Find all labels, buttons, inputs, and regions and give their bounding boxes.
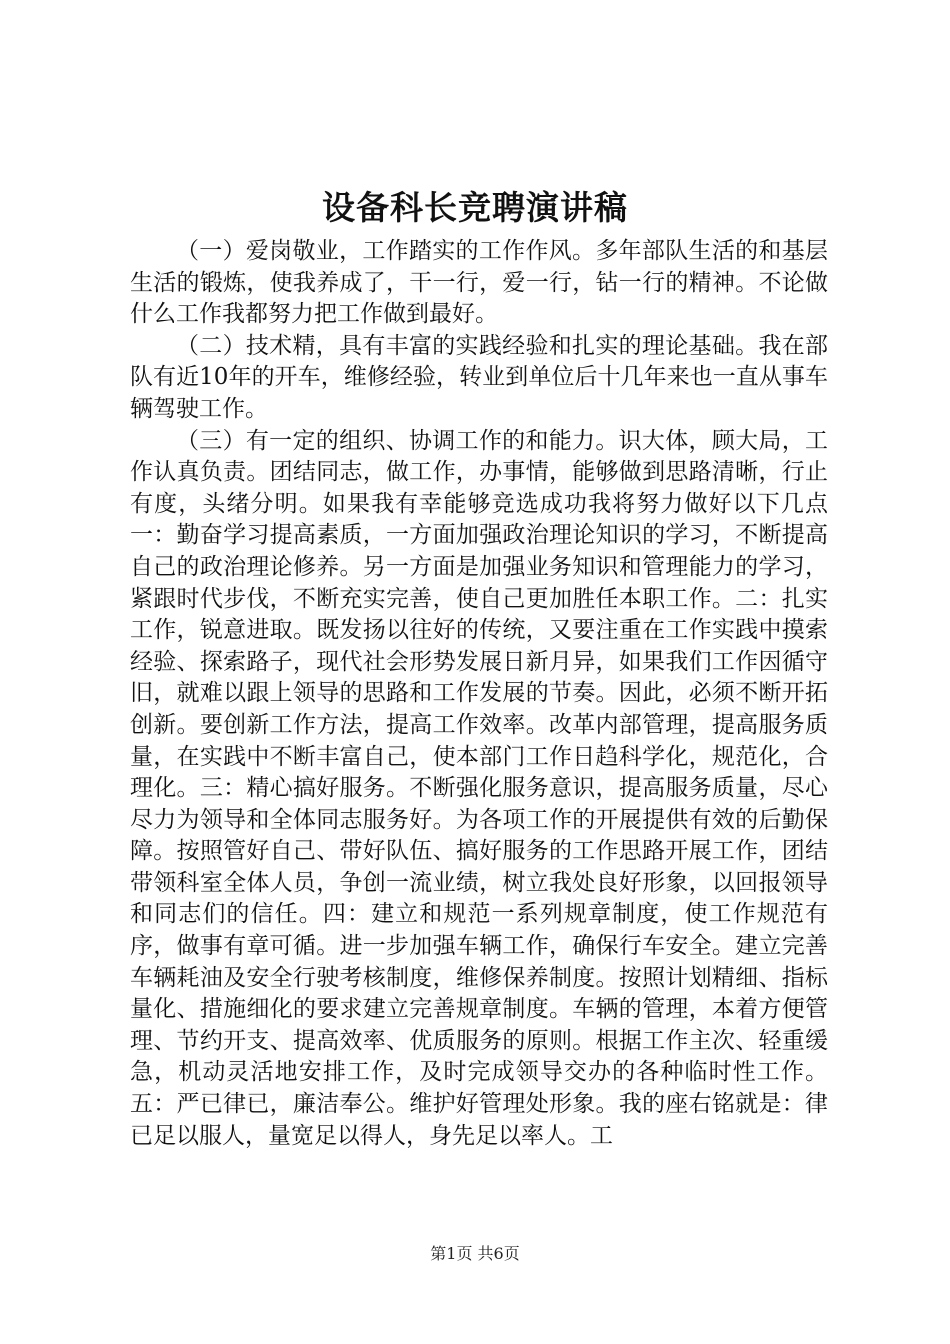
page-footer: 第1页 共6页 — [430, 1244, 520, 1263]
paragraph-1: （一）爱岗敬业，工作踏实的工作作风。多年部队生活的和基层生活的锻炼，使我养成了，干一行，爱一行，钻一行的精神。不论做什么工作我都努力把工作做到最好。 — [130, 238, 828, 328]
paragraph-3: （三）有一定的组织、协调工作的和能力。识大体，顾大局，工作认真负责。团结同志，做工作，办事情，能够做到思路清晰，行止有度，头绪分明。如果我有幸能够竞选成功我将努力做好以下几点一：勤奋学习提高素质，一方面加强政治理论知识的学习，不断提高自己的政治理论修养。另一方面是加强业务知识和管理能力的学习，紧跟时代步伐，不断充实完善，使自己更加胜任本职工作。二：扎实工作，锐意进取。既发扬以往好的传统，又要注重在工作实践中摸索经验、探索路子，现代社会形势发展日新月异，如果我们工作因循守旧，就难以跟上领导的思路和工作发展的节奏。因此，必须不断开拓创新。要创新工作方法，提高工作效率。改革内部管理，提高服务质量，在实践中不断丰富自己，使本部门工作日趋科学化，规范化，合理化。三：精心搞好服务。不断强化服务意识，提高服务质量，尽心尽力为领导和全体同志服务好。为各项工作的开展提供有效的后勤保障。按照管好自己、带好队伍、搞好服务的工作思路开展工作，团结带领科室全体人员，争创一流业绩，树立我处良好形象，以回报领导和同志们的信任。四：建立和规范一系列规章制度，使工作规范有序，做事有章可循。进一步加强车辆工作，确保行车安全。建立完善车辆耗油及安全行驶考核制度，维修保养制度。按照计划精细、指标量化、措施细化的要求建立完善规章制度。车辆的管理，本着方便管理、节约开支、提高效率、优质服务的原则。根据工作主次、轻重缓急，机动灵活地安排工作，及时完成领导交办的各种临时性工作。五：严已律已，廉洁奉公。维护好管理处形象。我的座右铭就是：律已足以服人，量宽足以得人，身先足以率人。工 — [130, 427, 828, 1149]
paragraph-2: （二）技术精，具有丰富的实践经验和扎实的理论基础。我在部队有近10年的开车，维修经验，转业到单位后十几年来也一直从事车辆驾驶工作。 — [130, 332, 828, 422]
document-body — [130, 236, 828, 1152]
document-title: 设备科长竞聘演讲稿 — [322, 188, 628, 227]
